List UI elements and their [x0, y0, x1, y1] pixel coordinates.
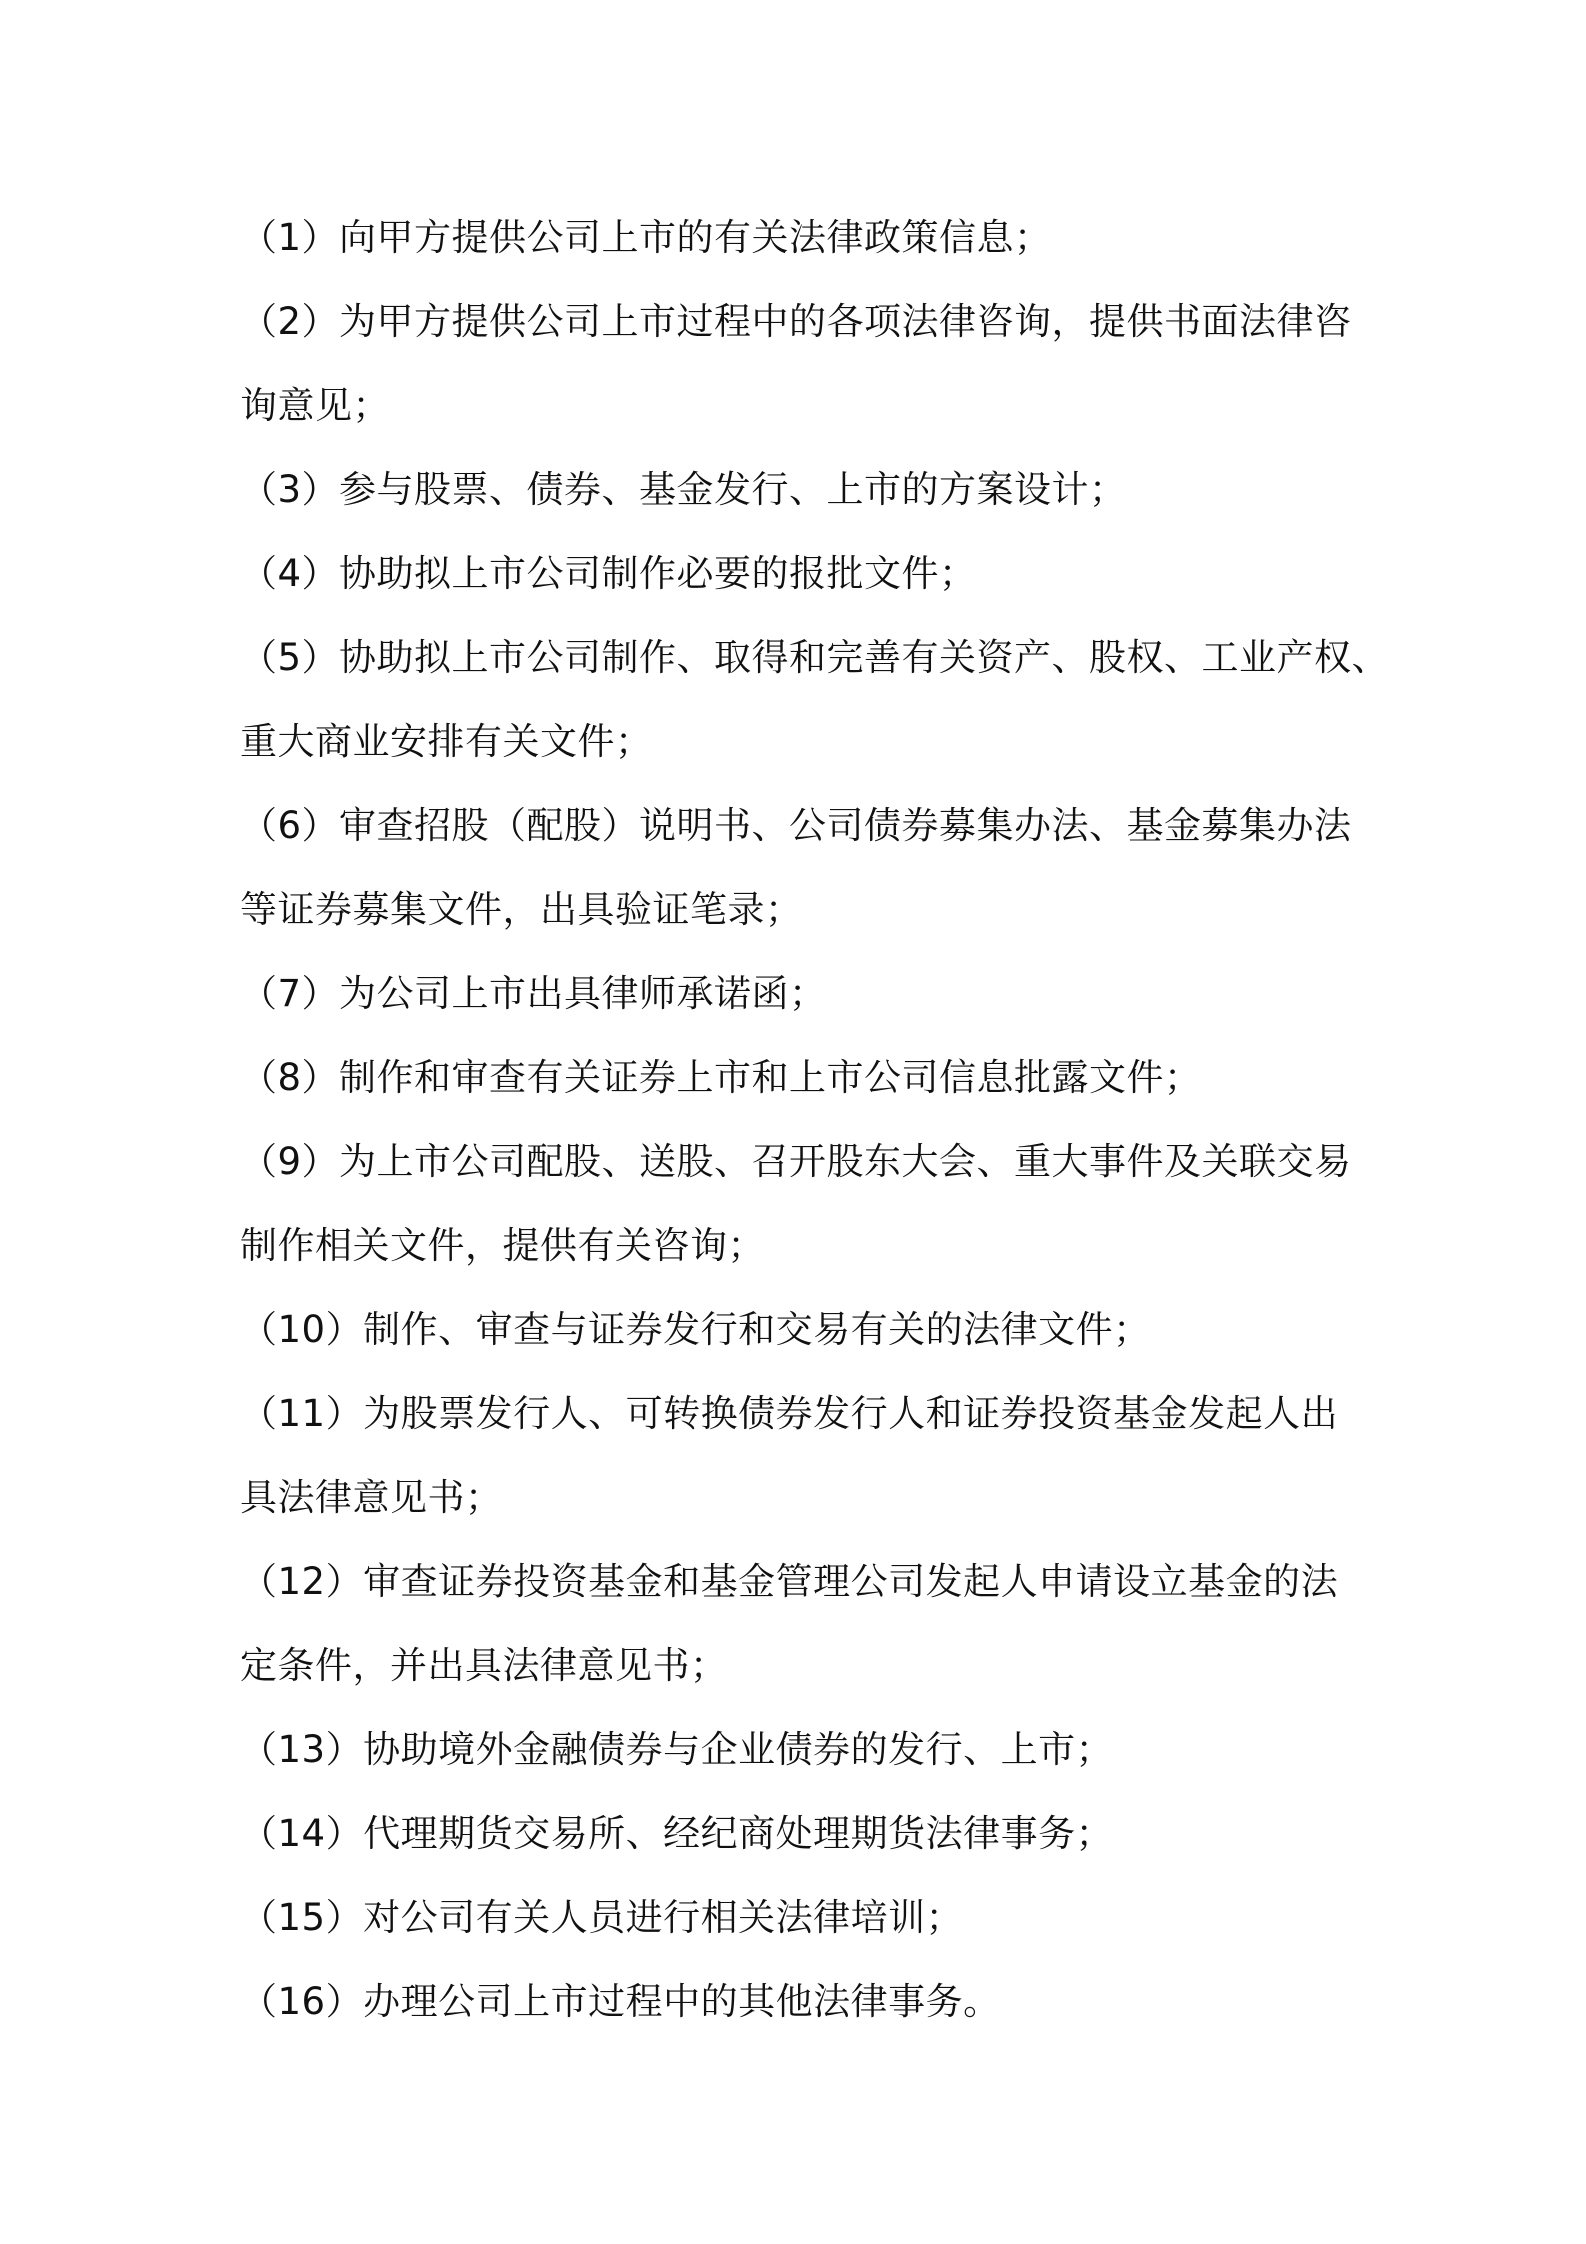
text-line-1: （1）向甲方提供公司上市的有关法律政策信息；: [240, 216, 1052, 259]
text-line-9: 等证券募集文件，出具验证笔录；: [240, 888, 803, 931]
text-line-3: 询意见；: [240, 384, 390, 427]
text-line-11: （8）制作和审查有关证券上市和上市公司信息批露文件；: [240, 1056, 1202, 1099]
text-line-7: 重大商业安排有关文件；: [240, 720, 653, 763]
text-line-8: （6）审查招股（配股）说明书、公司债券募集办法、基金募集办法: [240, 804, 1352, 847]
text-line-19: （13）协助境外金融债券与企业债券的发行、上市；: [240, 1728, 1114, 1771]
text-line-10: （7）为公司上市出具律师承诺函；: [240, 972, 827, 1015]
text-line-6: （5）协助拟上市公司制作、取得和完善有关资产、股权、工业产权、: [240, 636, 1390, 679]
text-line-21: （15）对公司有关人员进行相关法律培训；: [240, 1896, 964, 1939]
text-line-16: 具法律意见书；: [240, 1476, 503, 1519]
text-line-17: （12）审查证券投资基金和基金管理公司发起人申请设立基金的法: [240, 1560, 1339, 1603]
text-line-20: （14）代理期货交易所、经纪商处理期货法律事务；: [240, 1812, 1114, 1855]
text-line-4: （3）参与股票、债券、基金发行、上市的方案设计；: [240, 468, 1127, 511]
text-line-15: （11）为股票发行人、可转换债券发行人和证券投资基金发起人出: [240, 1392, 1339, 1435]
text-line-13: 制作相关文件，提供有关咨询；: [240, 1224, 765, 1267]
text-line-14: （10）制作、审查与证券发行和交易有关的法律文件；: [240, 1308, 1151, 1351]
text-line-5: （4）协助拟上市公司制作必要的报批文件；: [240, 552, 977, 595]
document-body: [240, 196, 1390, 2044]
text-line-2: （2）为甲方提供公司上市过程中的各项法律咨询，提供书面法律咨: [240, 300, 1352, 343]
text-line-12: （9）为上市公司配股、送股、召开股东大会、重大事件及关联交易: [240, 1140, 1352, 1183]
text-line-18: 定条件，并出具法律意见书；: [240, 1644, 728, 1687]
text-line-22: （16）办理公司上市过程中的其他法律事务。: [240, 1980, 1001, 2023]
